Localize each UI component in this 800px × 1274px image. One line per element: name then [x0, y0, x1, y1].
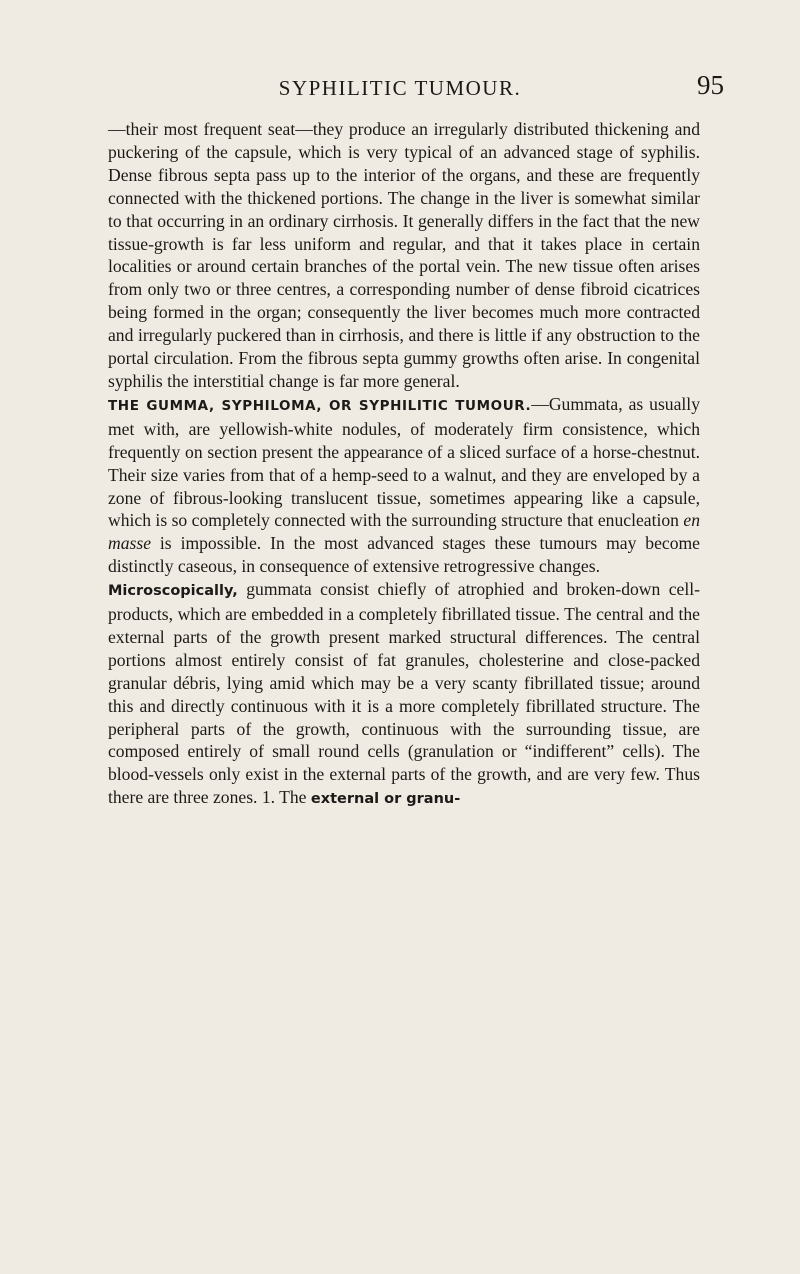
paragraph-microscopically	[108, 578, 700, 811]
running-title: SYPHILITIC TUMOUR.	[278, 76, 522, 100]
body-text	[108, 118, 700, 811]
paragraph-liver-changes	[108, 118, 700, 393]
paragraph-gumma	[108, 393, 700, 578]
paragraph-text: —their most frequent seat—they produce an irregularly distributed thickening and puckering of the capsule, which is very typical of an advanced stage of syphilis. Dense fibrous septa pass up to the interior of the organs, and these are frequently connected with the thickened portions. The change in the liver is somewhat similar to that occurring in an ordinary cirrhosis. It generally differs in the fact that the new tissue-growth is far less uniform and regular, and that it takes place in certain localities or around certain branches of the portal vein. The new tissue often arises from only two or three centres, a corresponding number of dense fibroid cicatrices being formed in the organ; consequently the liver becomes much more contracted and irregularly puckered than in cirrhosis, and there is little if any obstruction to the portal circulation. From the fibrous septa gummy growths often arise. In congenital syphilis the interstitial change is far more general.	[108, 119, 700, 391]
paragraph-text: gummata consist chiefly of atrophied and broken-down cell-products, which are embedded in a completely fibrillated tissue. The central and the external parts of the growth present marked structural differences. The central portions almost entirely consist of fat granules, cholesterine and close-packed granular débris, lying amid which may be a very scanty fibrillated tissue; around this and directly continuous with it is a more completely fibrillated structure. The peripheral parts of the growth, continuous with the surrounding tissue, are composed entirely of small round cells (granulation or “indifferent” cells). The blood-vessels only exist in the external parts of the growth, and are very few. Thus there are three zones. 1. The	[108, 579, 700, 808]
page-number: 95	[697, 70, 724, 100]
italic-phrase: en masse	[108, 510, 700, 554]
inline-term-external: external or granu-	[310, 791, 461, 808]
paragraph-text: —Gummata, as usually met with, are yellowish-white nodules, of moderately firm consistence, which frequently on section present the appearance of a sliced surface of a horse-chestnut. Their size varies from that of a hemp-seed to a walnut, and they are enveloped by a zone of fibrous-looking translucent tissue, sometimes appearing like a capsule, which is so completely connected with the surrounding structure that enucleation	[108, 393, 700, 531]
paragraph-text: is impossible. In the most advanced stages these tumours may become distinctly caseous, in consequence of extensive retrogressive changes.	[108, 533, 700, 577]
running-header	[60, 66, 740, 106]
section-heading-gumma: THE GUMMA, SYPHILOMA, OR SYPHILITIC TUMOUR.	[108, 397, 532, 414]
inline-heading-microscopically: Microscopically,	[108, 583, 238, 600]
